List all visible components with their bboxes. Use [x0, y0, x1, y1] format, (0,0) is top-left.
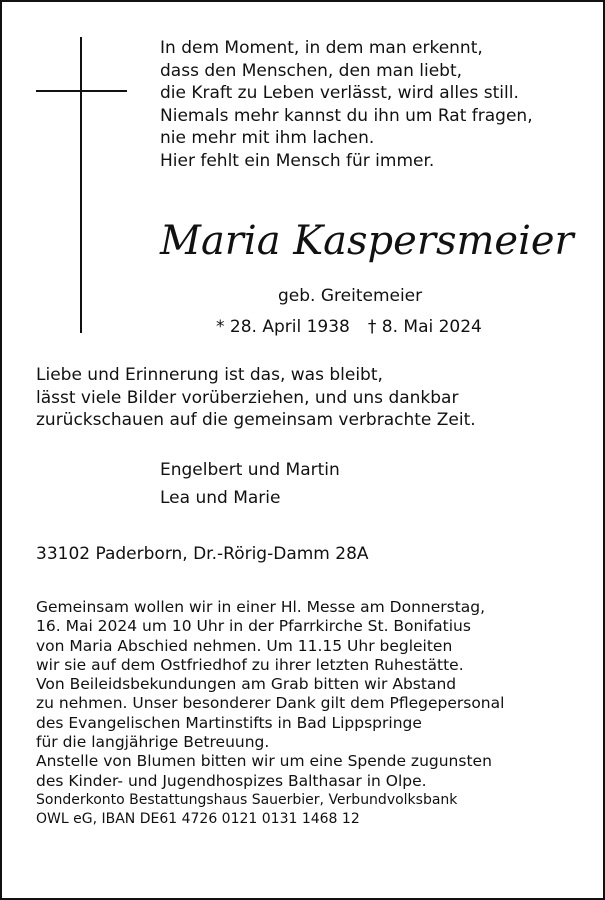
poem-line: In dem Moment, in dem man erkennt,: [160, 38, 483, 58]
notice-line: des Kinder- und Jugendhospizes Balthasar in Olpe.: [36, 771, 427, 790]
notice-line: Anstelle von Blumen bitten wir um eine Spende zugunsten: [36, 752, 492, 771]
notice-line: 16. Mai 2024 um 10 Uhr in der Pfarrkirche St. Bonifatius: [36, 617, 471, 636]
verse-line: lässt viele Bilder vorüberziehen, und uns dankbar: [36, 387, 459, 408]
poem-line: nie mehr mit ihm lachen.: [160, 128, 375, 148]
poem: [160, 37, 533, 172]
mourner-line: Engelbert und Martin: [160, 460, 340, 480]
poem-line: Hier fehlt ein Mensch für immer.: [160, 150, 435, 171]
remembrance-verse: [36, 364, 476, 432]
notice-line: Von Beileidsbekundungen am Grab bitten wir Abstand: [36, 675, 457, 694]
verse-line: Liebe und Erinnerung ist das, was bleibt,: [36, 365, 383, 385]
life-dates: [216, 316, 482, 338]
cross-icon-bar: [36, 90, 127, 92]
death-date: † 8. Mai 2024: [367, 317, 482, 337]
bank-line: OWL eG, IBAN DE61 4726 0121 0131 1468 12: [36, 811, 360, 828]
verse-line: zurückschauen auf die gemeinsam verbrachte Zeit.: [36, 410, 476, 430]
mourner-line: Lea und Marie: [160, 488, 281, 508]
funeral-notice: [36, 598, 504, 830]
notice-line: Gemeinsam wollen wir in einer Hl. Messe am Donnerstag,: [36, 598, 486, 616]
address: 33102 Paderborn, Dr.-Rörig-Damm 28A: [36, 544, 369, 564]
bank-line: Sonderkonto Bestattungshaus Sauerbier, Verbundvolksbank: [36, 791, 458, 808]
mourners: [160, 456, 340, 512]
birth-date: * 28. April 1938: [216, 317, 350, 337]
notice-line: wir sie auf dem Ostfriedhof zu ihrer letzten Ruhestätte.: [36, 655, 464, 674]
poem-line: dass den Menschen, den man liebt,: [160, 60, 463, 81]
deceased-name: Maria Kaspersmeier: [160, 218, 574, 264]
cross-icon: [80, 37, 82, 333]
birth-name: geb. Greitemeier: [278, 286, 423, 306]
notice-line: des Evangelischen Martinstifts in Bad Lippspringe: [36, 713, 422, 732]
poem-line: Niemals mehr kannst du ihn um Rat fragen,: [160, 105, 533, 126]
notice-line: für die langjährige Betreuung.: [36, 733, 270, 752]
poem-line: die Kraft zu Leben verlässt, wird alles still.: [160, 83, 519, 103]
notice-line: zu nehmen. Unser besonderer Dank gilt dem Pflegepersonal: [36, 694, 505, 713]
notice-line: von Maria Abschied nehmen. Um 11.15 Uhr begleiten: [36, 636, 453, 655]
